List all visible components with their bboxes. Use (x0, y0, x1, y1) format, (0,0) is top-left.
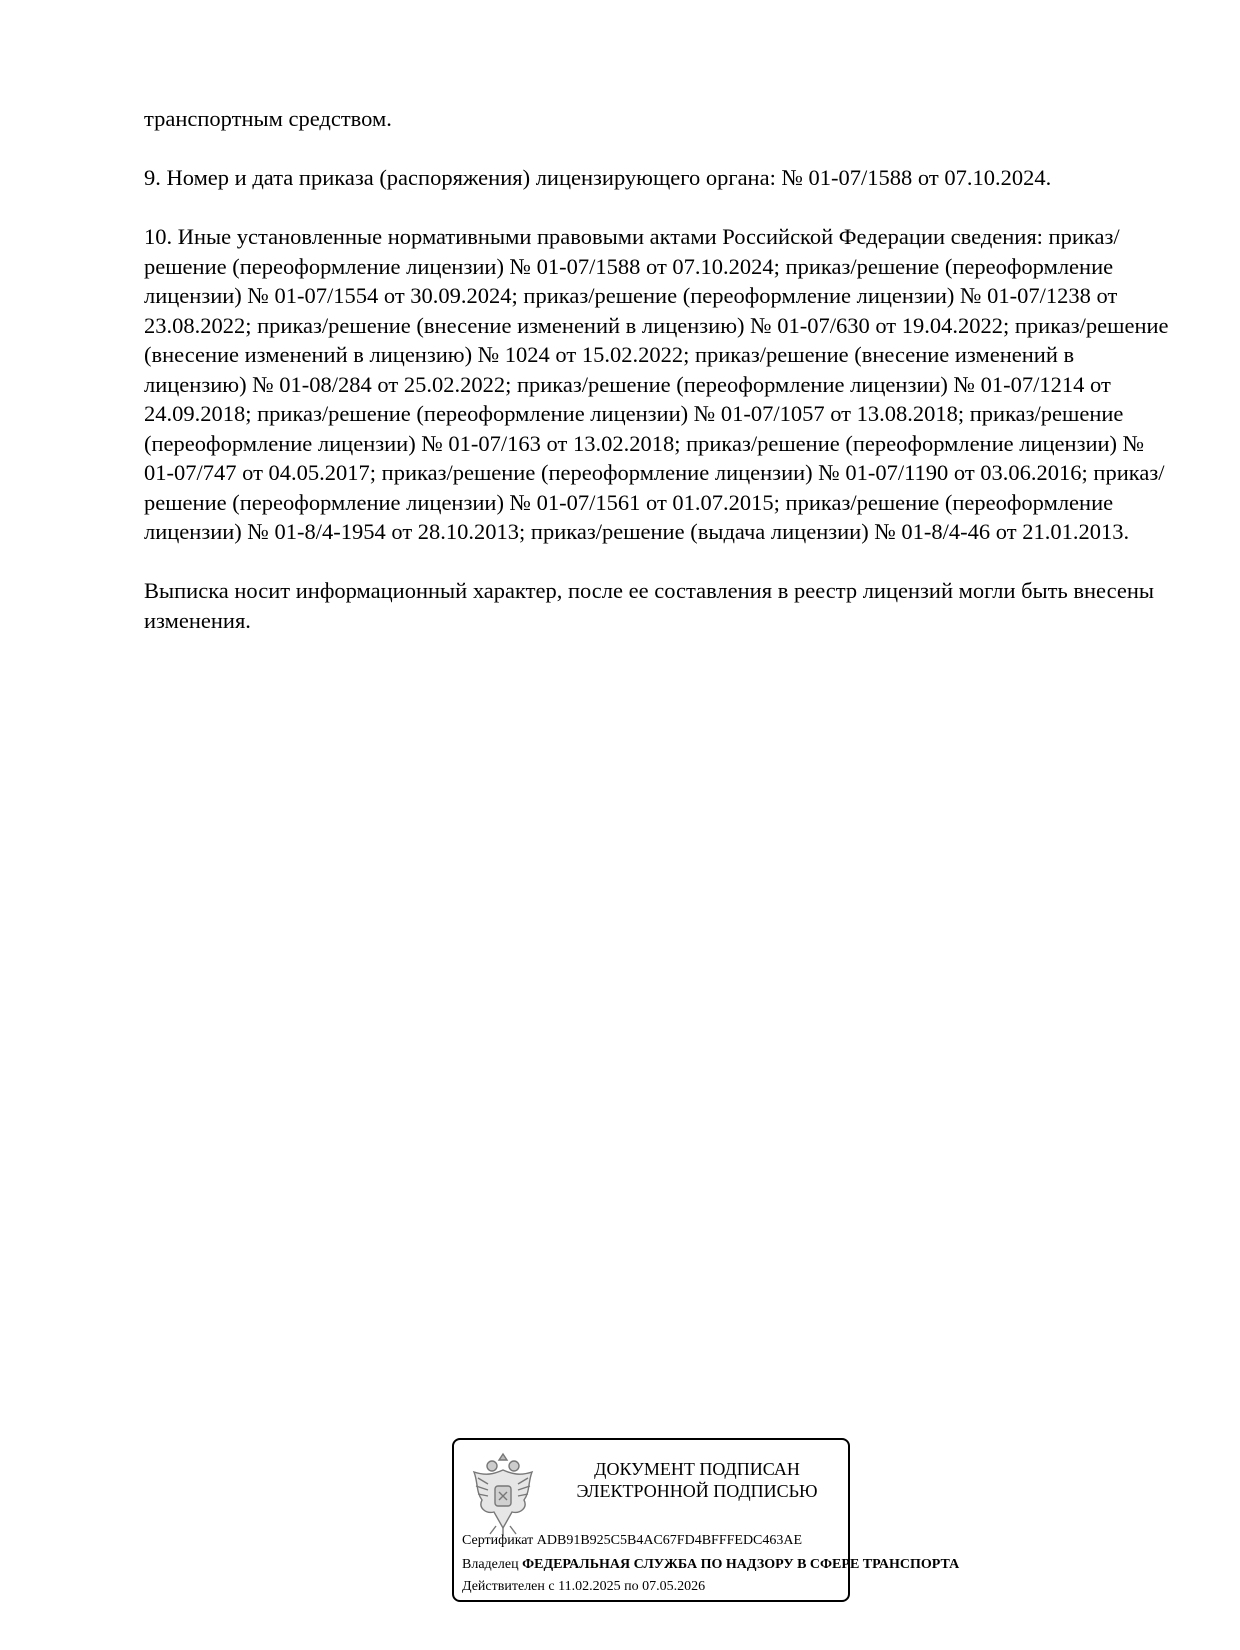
russian-coat-of-arms-icon (464, 1448, 542, 1540)
stamp-heading (552, 1458, 842, 1502)
paragraph-vehicle-tail: транспортным средством. (144, 106, 392, 131)
stamp-heading-line-2: ЭЛЕКТРОННОЙ ПОДПИСЬЮ (576, 1481, 818, 1501)
paragraph-other-info: 10. Иные установленные нормативными правовыми актами Российской Федерации сведения: приказ/решение (переоформление лицензии) № 01-07/1588 от 07.10.2024; приказ/решение (переоформление лицензии) № 01-07/1554 от 30.09.2024; приказ/решение (переоформление лицензии) № 01-07/1238 от 23.08.2022; приказ/решение (внесение изменений в лицензию) № 01-07/630 от 19.04.2022; приказ/решение (внесение изменений в лицензию) № 1024 от 15.02.2022; приказ/решение (внесение изменений в лицензию) № 01-08/284 от 25.02.2022; приказ/решение (переоформление лицензии) № 01-07/1214 от 24.09.2018; приказ/решение (переоформление лицензии) № 01-07/1057 от 13.08.2018; приказ/решение (переоформление лицензии) № 01-07/163 от 13.02.2018; приказ/решение (переоформление лицензии) № 01-07/747 от 04.05.2017; приказ/решение (переоформление лицензии) № 01-07/1190 от 03.06.2016; приказ/решение (переоформление лицензии) № 01-07/1561 от 01.07.2015; приказ/решение (переоформление лицензии) № 01-8/4-1954 от 28.10.2013; приказ/решение (выдача лицензии) № 01-8/4-46 от 21.01.2013. (144, 224, 1169, 544)
validity-line: Действителен с 11.02.2025 по 07.05.2026 (462, 1579, 706, 1594)
certificate-label: Сертификат (462, 1533, 534, 1548)
paragraph-disclaimer: Выписка носит информационный характер, после ее составления в реестр лицензий могли быть внесены изменения. (144, 578, 1155, 633)
paragraph-order-number: 9. Номер и дата приказа (распоряжения) лицензирующего органа: № 01-07/1588 от 07.10.2024. (144, 165, 1052, 190)
certificate-line (462, 1532, 862, 1550)
document-body (144, 104, 1174, 665)
certificate-value: ADB91B925C5B4AC67FD4BFFFEDC463AE (536, 1533, 803, 1548)
stamp-heading-line-1: ДОКУМЕНТ ПОДПИСАН (594, 1459, 800, 1479)
owner-label: Владелец (462, 1557, 519, 1572)
electronic-signature-stamp (452, 1438, 960, 1602)
owner-value: ФЕДЕРАЛЬНАЯ СЛУЖБА ПО НАДЗОРУ В СФЕРЕ ТРАНСПОРТА (522, 1557, 960, 1572)
owner-line (462, 1556, 960, 1574)
